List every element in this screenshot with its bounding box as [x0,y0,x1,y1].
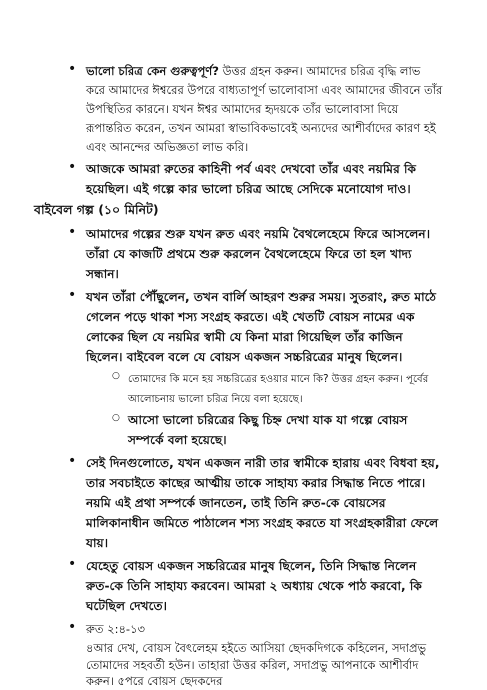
sub-bullet-question [112,367,443,407]
bullet-text: সেই দিনগুলোতে, যখন একজন নারী তার স্বামীকে হারায় এবং বিধবা হয়, তার সবচাইতে কাছের আত্মীয় তাকে সাহায্য করার সিদ্ধান্ত নিতে পারে। নয়মি এই প্রথা সম্পর্কে জানতেন, তাই তিনি রুত-কে বোয়সের মালিকানাধীন জমিতে পাঠালেন শস্য সংগ্রহ করতে যা সংগ্রহকারীরা ফেলে যায়। [86,456,440,550]
intro-bullet-list [64,60,443,198]
bullet-text: উত্তর গ্রহন করুন। আমাদের চরিত্র বৃদ্ধি লাভ করে আমাদের ঈশ্বরের উপরে বাধ্যতাপূর্ণ ভালোবাসা এবং আমাদের জীবনে তাঁর উপস্থিতির কারনে। যখন ঈশ্বর আমাদের হৃদয়কে তাঁর ভালোবাসা দিয়ে রূপান্তরিত করেন, তখন আমরা স্বাভাবিকভাবেই অন্যদের আশীর্বাদের কারণ হই এবং আনন্দের অভিজ্ঞতা লাভ করি। [86,64,443,154]
sub-bullet-text: তোমাদের কি মনে হয় সচ্চরিত্রের হওয়ার মানে কি? উত্তর গ্রহন করুন। পূর্বের আলোচনায় ভালো চরিত্র নিয়ে বলা হয়েছে। [128,374,429,405]
bullet-text: আজকে আমরা রুতের কাহিনী পর্ব এবং দেখবো তাঁর এবং নয়মির কি হয়েছিল। এই গল্পে কার ভালো চরিত্র আছে সেদিকে মনোযোগ দাও। [86,162,417,196]
bullet-widow-custom [64,452,443,552]
sub-bullet-list [112,367,443,449]
story-bullet-list [64,223,443,637]
bullet-good-character-importance [64,60,443,155]
scripture-passage: ৪আর দেখ, বোয়স বৈৎলেহম হইতে আসিয়া ছেদকদিগকে কহিলেন, সদাপ্রভু তোমাদের সহবর্তী হউন। তাহারা উত্তর করিল, সদাপ্রভু আপনাকে আশীর্বাদ করুন। ৫পরে বোয়স ছেদকদের [86,641,427,688]
bullet-text: রুত ২:৪-১৩ [86,622,146,636]
bullet-text: আমাদের গল্পের শুরু যখন রুত এবং নয়মি বৈথলেহেমে ফিরে আসলেন। তাঁরা যে কাজটি প্রথমে শুরু করলেন বৈথলেহেমে ফিরে তা হল খাদ্য সন্ধান। [86,227,431,281]
sub-bullet-signs [112,409,443,449]
question-lead: ভালো চরিত্র কেন গুরুত্বপূর্ণ? [86,64,219,78]
bullet-story-start [64,223,443,283]
bullet-text: যেহেতু বোয়স একজন সচ্চরিত্রের মানুষ ছিলেন, তিনি সিদ্ধান্ত নিলেন রুত-কে তিনি সাহায্য করবেন। আমরা ২ অধ্যায় থেকে পাঠ করবো, কি ঘটেছিল দেখতে। [86,559,422,613]
sub-bullet-text: আসো ভালো চরিত্রের কিছু চিহ্ন দেখা যাক যা গল্পে বোয়স সম্পর্কে বলা হয়েছে। [128,413,408,447]
bullet-scripture-reference [64,618,443,637]
bullet-text: যখন তাঁরা পৌঁছুলেন, তখন বার্লি আহরণ শুরুর সময়। সুতরাং, রুত মাঠে গেলেন পড়ে থাকা শস্য সংগ্রহ করতে। এই খেতটি বোয়স নামের এক লোকের ছিল যে নয়মির স্বামী যে কিনা মারা গিয়েছিল তাঁর কাজিন ছিলেন। বাইবেল বলে যে বোয়স একজন সচ্চরিত্রের মানুষ ছিলেন। [86,290,437,364]
section-heading: বাইবেল গল্প (১০ মিনিট) [34,202,159,217]
bullet-barley-harvest [64,286,443,449]
bullet-boaz-decision [64,555,443,615]
bullet-today-story [64,158,443,198]
